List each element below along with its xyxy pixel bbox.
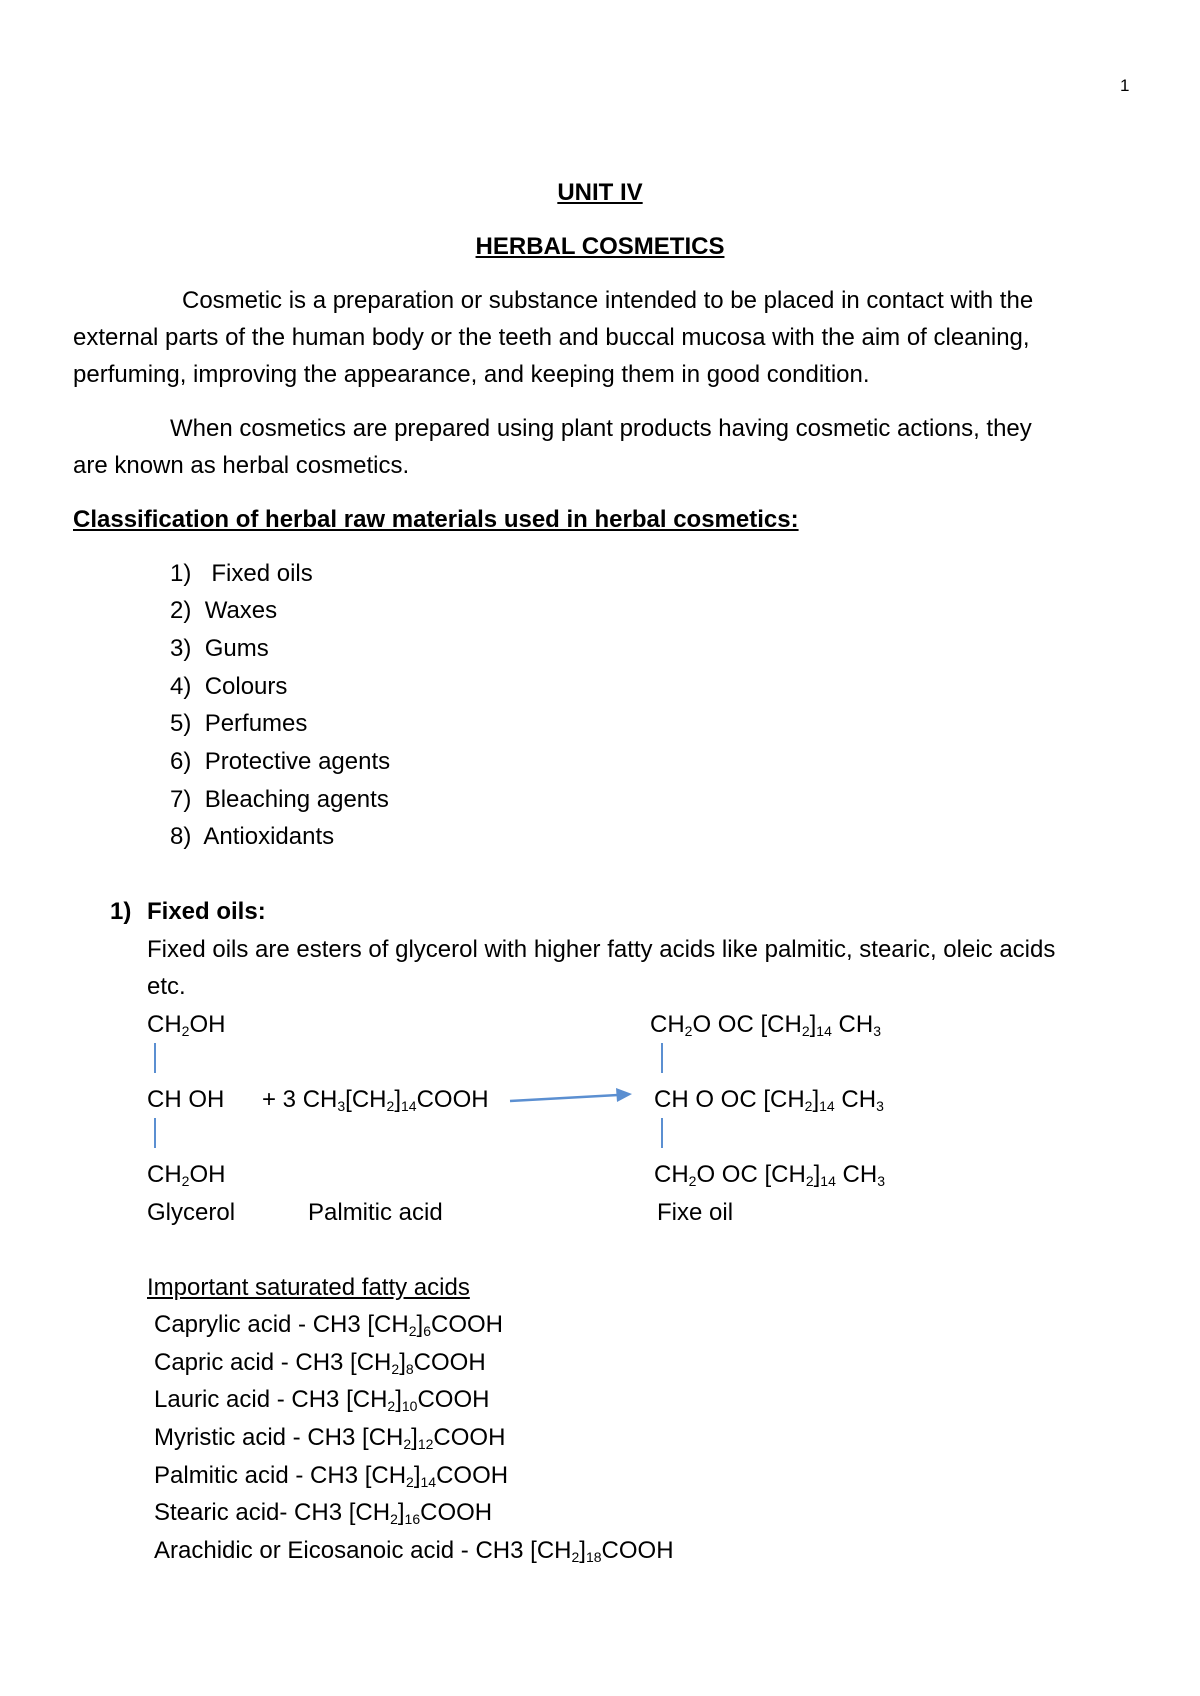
list-item: Stearic acid- CH3 $[CH_2]_{16}COOH$ [154, 1499, 493, 1527]
product-line-bottom: $CH_2O$ OC $[CH_2]_{14}$ $CH_3$ [654, 1161, 885, 1189]
glycerol-ch2oh-top: $CH_2OH$ [147, 1011, 226, 1039]
fixed-oils-heading: Fixed oils: [147, 898, 266, 925]
product-line-top: $CH_2O$ OC $[CH_2]_{14}$ $CH_3$ [650, 1011, 881, 1039]
reagent-palmitic: + 3 $CH_3[CH_2]_{14}COOH$ [262, 1086, 489, 1114]
section-title: HERBAL COSMETICS [475, 233, 725, 260]
unit-title: UNIT IV [557, 179, 643, 206]
product-bond-top [661, 1043, 663, 1073]
list-item: Arachidic or Eicosanoic acid - CH3 $[CH_2]_{18}COOH$ [154, 1537, 674, 1565]
list-item: Capric acid - CH3 $[CH_2]_8COOH$ [154, 1349, 486, 1377]
list-item: 8) Antioxidants [170, 823, 335, 850]
glycerol-bond-top [154, 1043, 156, 1073]
list-item: Lauric acid - CH3 $[CH_2]_{10}COOH$ [154, 1386, 490, 1414]
list-item: 5) Perfumes [170, 710, 308, 737]
intro-p1-line2: external parts of the human body or the teeth and buccal mucosa with the aim of cleaning, [73, 324, 1030, 351]
classification-heading: Classification of herbal raw materials used in herbal cosmetics: [73, 506, 799, 533]
label-fixe-oil: Fixe oil [657, 1199, 734, 1226]
list-item: 7) Bleaching agents [170, 786, 389, 813]
page-number: 1 [1120, 76, 1130, 95]
list-item: Myristic acid - CH3 $[CH_2]_{12}COOH$ [154, 1424, 506, 1452]
intro-p2-line2: are known as herbal cosmetics. [73, 452, 410, 479]
list-item: Caprylic acid - CH3 $[CH_2]_6COOH$ [154, 1311, 503, 1339]
glycerol-bond-bottom [154, 1118, 156, 1148]
list-item: 2) Waxes [170, 597, 278, 624]
label-palmitic-acid: Palmitic acid [308, 1199, 443, 1226]
saturated-heading: Important saturated fatty acids [147, 1274, 470, 1301]
list-item: 6) Protective agents [170, 748, 391, 775]
intro-p1-line1: Cosmetic is a preparation or substance intended to be placed in contact with the [182, 287, 1034, 314]
fixed-oils-number: 1) [110, 898, 132, 925]
glycerol-choh: CH OH [147, 1086, 225, 1113]
list-item: 4) Colours [170, 673, 288, 700]
list-item: Palmitic acid - CH3 $[CH_2]_{14}COOH$ [154, 1462, 509, 1490]
product-bond-bottom [661, 1118, 663, 1148]
label-glycerol: Glycerol [147, 1199, 236, 1226]
product-line-middle: CH O OC $[CH_2]_{14}$ $CH_3$ [654, 1086, 884, 1114]
intro-p2-line1: When cosmetics are prepared using plant products having cosmetic actions, they [170, 415, 1032, 442]
reaction-arrow-icon [500, 1075, 640, 1105]
fixed-oils-desc-line2: etc. [147, 973, 186, 1000]
list-item: 1) Fixed oils [170, 560, 313, 587]
intro-p1-line3: perfuming, improving the appearance, and keeping them in good condition. [73, 361, 870, 388]
glycerol-ch2oh-bottom: $CH_2OH$ [147, 1161, 226, 1189]
list-item: 3) Gums [170, 635, 269, 662]
fixed-oils-desc-line1: Fixed oils are esters of glycerol with higher fatty acids like palmitic, stearic, oleic acids [147, 936, 1056, 963]
